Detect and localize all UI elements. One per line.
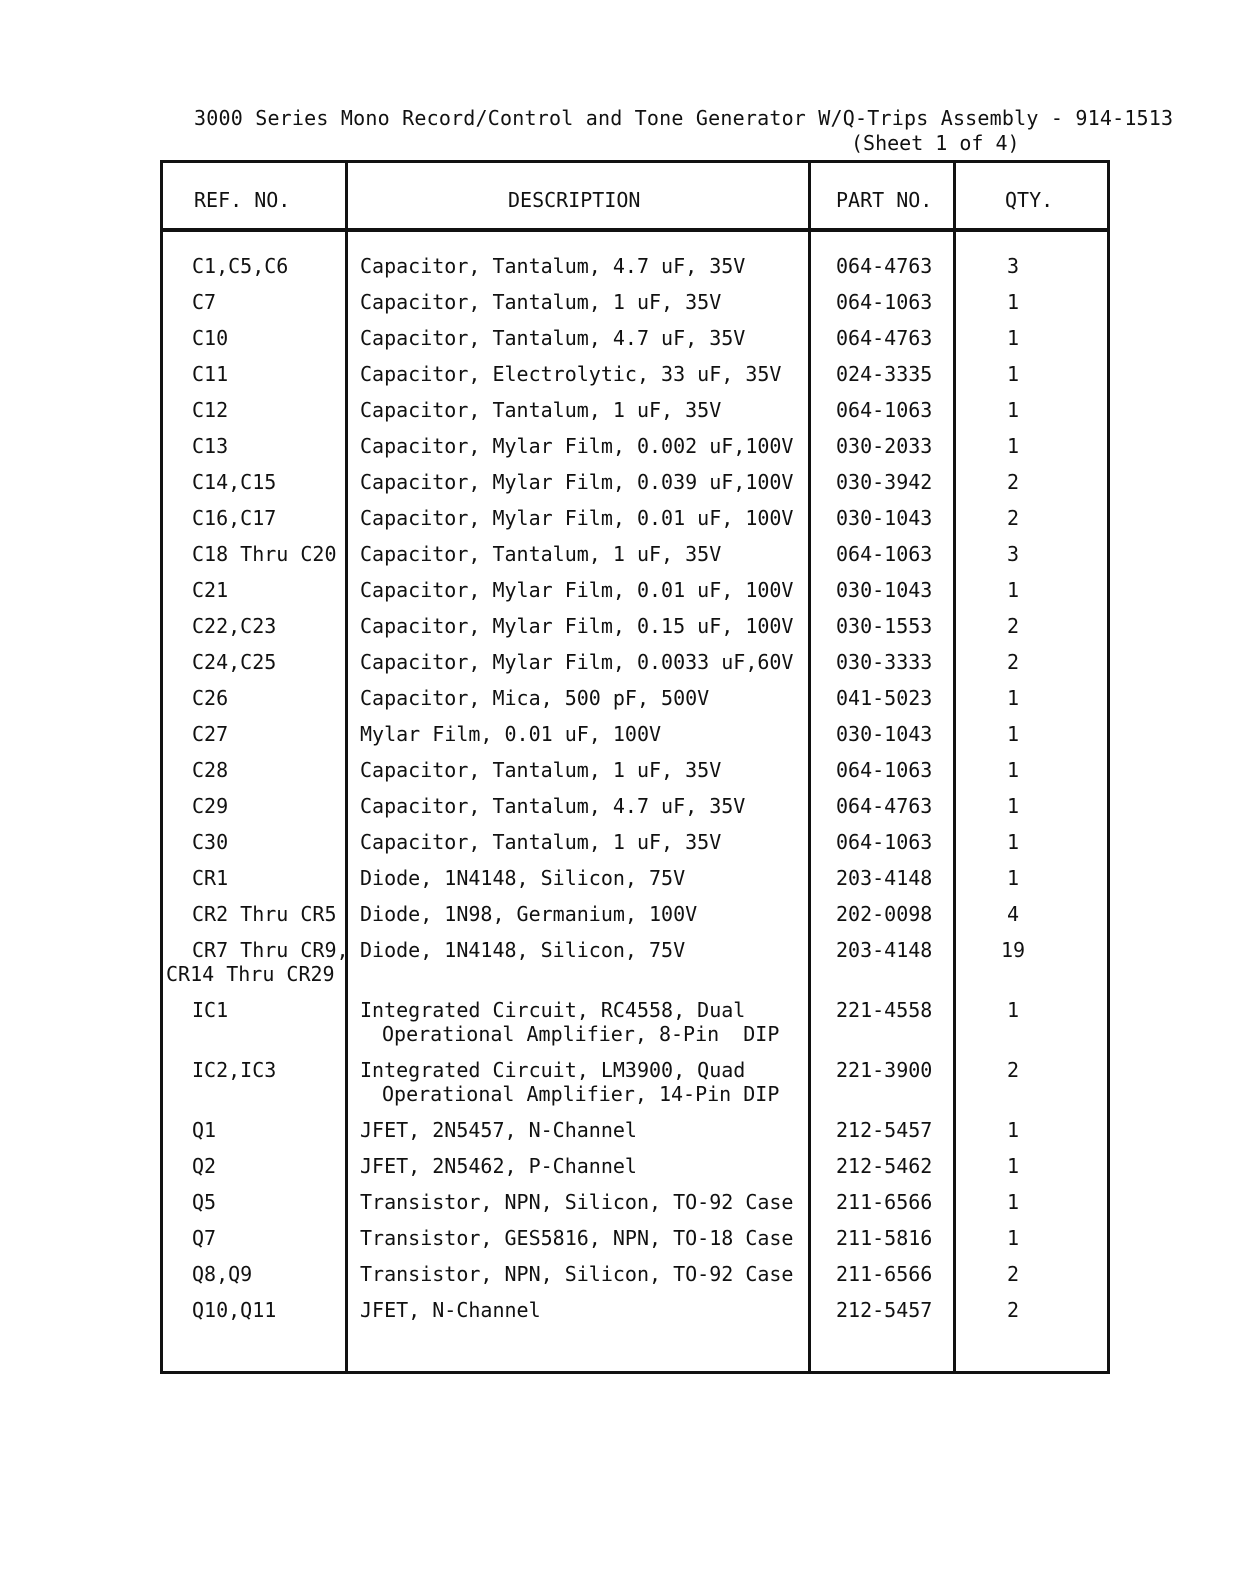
description-cell-line2: Operational Amplifier, 8-Pin DIP xyxy=(382,1022,780,1046)
description-cell: Capacitor, Mylar Film, 0.039 uF,100V xyxy=(360,470,794,494)
table-row xyxy=(160,614,1110,650)
ref-cell: C11 xyxy=(192,362,229,386)
qty-cell: 1 xyxy=(1006,434,1020,458)
qty-cell: 1 xyxy=(1006,362,1020,386)
part-cell: 030-1043 xyxy=(836,506,933,530)
part-cell: 211-6566 xyxy=(836,1262,933,1286)
ref-cell: C16,C17 xyxy=(192,506,277,530)
ref-cell: Q1 xyxy=(192,1118,217,1142)
part-cell: 024-3335 xyxy=(836,362,933,386)
description-cell: Capacitor, Tantalum, 1 uF, 35V xyxy=(360,290,722,314)
part-cell: 211-6566 xyxy=(836,1190,933,1214)
ref-cell: C18 Thru C20 xyxy=(192,542,337,566)
qty-cell: 1 xyxy=(1006,1118,1020,1142)
table-row xyxy=(160,758,1110,794)
table-row xyxy=(160,1226,1110,1262)
header-part-no: PART NO. xyxy=(836,188,933,212)
ref-cell-line2: CR14 Thru CR29 xyxy=(166,962,335,986)
ref-cell: C13 xyxy=(192,434,229,458)
qty-cell: 2 xyxy=(1006,650,1020,674)
ref-cell: C1,C5,C6 xyxy=(192,254,289,278)
qty-cell: 3 xyxy=(1006,542,1020,566)
description-cell: Capacitor, Electrolytic, 33 uF, 35V xyxy=(360,362,782,386)
qty-cell: 1 xyxy=(1006,1190,1020,1214)
part-cell: 030-2033 xyxy=(836,434,933,458)
table-row xyxy=(160,902,1110,938)
part-cell: 064-4763 xyxy=(836,794,933,818)
table-row xyxy=(160,578,1110,614)
qty-cell: 4 xyxy=(1006,902,1020,926)
qty-cell: 1 xyxy=(1006,758,1020,782)
table-row xyxy=(160,794,1110,830)
ref-cell: C24,C25 xyxy=(192,650,277,674)
part-cell: 064-1063 xyxy=(836,830,933,854)
table-row xyxy=(160,470,1110,506)
part-cell: 064-4763 xyxy=(836,326,933,350)
part-cell: 064-1063 xyxy=(836,758,933,782)
part-cell: 211-5816 xyxy=(836,1226,933,1250)
header-description: DESCRIPTION xyxy=(508,188,641,212)
qty-cell: 1 xyxy=(1006,830,1020,854)
part-cell: 221-3900 xyxy=(836,1058,933,1082)
qty-cell: 1 xyxy=(1006,398,1020,422)
table-row xyxy=(160,686,1110,722)
table-row xyxy=(160,398,1110,434)
part-cell: 030-1043 xyxy=(836,578,933,602)
table-row xyxy=(160,434,1110,470)
table-row xyxy=(160,542,1110,578)
qty-cell: 2 xyxy=(1006,1262,1020,1286)
description-cell: Capacitor, Tantalum, 1 uF, 35V xyxy=(360,398,722,422)
header-divider xyxy=(160,228,1110,232)
part-cell: 212-5457 xyxy=(836,1118,933,1142)
ref-cell: Q10,Q11 xyxy=(192,1298,277,1322)
description-cell: Capacitor, Mylar Film, 0.01 uF, 100V xyxy=(360,506,794,530)
description-cell: Transistor, NPN, Silicon, TO-92 Case xyxy=(360,1190,794,1214)
description-cell: Capacitor, Tantalum, 1 uF, 35V xyxy=(360,830,722,854)
ref-cell: Q2 xyxy=(192,1154,217,1178)
table-row xyxy=(160,506,1110,542)
ref-cell: Q8,Q9 xyxy=(192,1262,253,1286)
qty-cell: 2 xyxy=(1006,1058,1020,1082)
table-row xyxy=(160,1058,1110,1118)
description-cell-line2: Operational Amplifier, 14-Pin DIP xyxy=(382,1082,780,1106)
description-cell: Diode, 1N98, Germanium, 100V xyxy=(360,902,698,926)
ref-cell: IC1 xyxy=(192,998,229,1022)
ref-cell: C21 xyxy=(192,578,229,602)
table-row xyxy=(160,254,1110,290)
ref-cell: IC2,IC3 xyxy=(192,1058,277,1082)
table-row xyxy=(160,1154,1110,1190)
part-cell: 064-1063 xyxy=(836,542,933,566)
description-cell: Transistor, NPN, Silicon, TO-92 Case xyxy=(360,1262,794,1286)
qty-cell: 2 xyxy=(1006,614,1020,638)
qty-cell: 1 xyxy=(1006,1154,1020,1178)
sheet-indicator: (Sheet 1 of 4) xyxy=(851,131,1020,155)
description-cell: Capacitor, Tantalum, 1 uF, 35V xyxy=(360,758,722,782)
ref-cell: C22,C23 xyxy=(192,614,277,638)
table-row xyxy=(160,1190,1110,1226)
qty-cell: 1 xyxy=(1006,578,1020,602)
part-cell: 212-5457 xyxy=(836,1298,933,1322)
ref-cell: C12 xyxy=(192,398,229,422)
table-row xyxy=(160,1298,1110,1334)
qty-cell: 1 xyxy=(1006,686,1020,710)
description-cell: Capacitor, Tantalum, 1 uF, 35V xyxy=(360,542,722,566)
qty-cell: 2 xyxy=(1006,1298,1020,1322)
qty-cell: 1 xyxy=(1006,794,1020,818)
ref-cell: C10 xyxy=(192,326,229,350)
header-ref-no: REF. NO. xyxy=(194,188,291,212)
part-cell: 221-4558 xyxy=(836,998,933,1022)
description-cell: Capacitor, Tantalum, 4.7 uF, 35V xyxy=(360,794,746,818)
part-cell: 041-5023 xyxy=(836,686,933,710)
description-cell: Capacitor, Mica, 500 pF, 500V xyxy=(360,686,710,710)
qty-cell: 2 xyxy=(1006,470,1020,494)
ref-cell: C28 xyxy=(192,758,229,782)
qty-cell: 1 xyxy=(1006,290,1020,314)
description-cell: Transistor, GES5816, NPN, TO-18 Case xyxy=(360,1226,794,1250)
part-cell: 202-0098 xyxy=(836,902,933,926)
ref-cell: Q7 xyxy=(192,1226,217,1250)
ref-cell: Q5 xyxy=(192,1190,217,1214)
table-row xyxy=(160,1118,1110,1154)
ref-cell: C29 xyxy=(192,794,229,818)
table-row xyxy=(160,362,1110,398)
part-cell: 203-4148 xyxy=(836,866,933,890)
qty-cell: 1 xyxy=(1006,998,1020,1022)
qty-cell: 3 xyxy=(1006,254,1020,278)
description-cell: Capacitor, Mylar Film, 0.01 uF, 100V xyxy=(360,578,794,602)
ref-cell: C7 xyxy=(192,290,217,314)
table-row xyxy=(160,866,1110,902)
ref-cell: C30 xyxy=(192,830,229,854)
qty-cell: 1 xyxy=(1006,1226,1020,1250)
table-row xyxy=(160,326,1110,362)
qty-cell: 1 xyxy=(1006,722,1020,746)
table-row xyxy=(160,1262,1110,1298)
description-cell: Capacitor, Tantalum, 4.7 uF, 35V xyxy=(360,254,746,278)
description-cell: Capacitor, Mylar Film, 0.0033 uF,60V xyxy=(360,650,794,674)
table-row xyxy=(160,650,1110,686)
table-row xyxy=(160,830,1110,866)
part-cell: 064-1063 xyxy=(836,290,933,314)
part-cell: 030-3942 xyxy=(836,470,933,494)
table-row xyxy=(160,998,1110,1058)
part-cell: 030-3333 xyxy=(836,650,933,674)
description-cell: JFET, N-Channel xyxy=(360,1298,541,1322)
part-cell: 030-1043 xyxy=(836,722,933,746)
description-cell: Capacitor, Mylar Film, 0.15 uF, 100V xyxy=(360,614,794,638)
description-cell: Capacitor, Mylar Film, 0.002 uF,100V xyxy=(360,434,794,458)
description-cell: Capacitor, Tantalum, 4.7 uF, 35V xyxy=(360,326,746,350)
description-cell: JFET, 2N5457, N-Channel xyxy=(360,1118,637,1142)
description-cell: JFET, 2N5462, P-Channel xyxy=(360,1154,637,1178)
part-cell: 064-1063 xyxy=(836,398,933,422)
qty-cell: 1 xyxy=(1006,866,1020,890)
description-cell: Diode, 1N4148, Silicon, 75V xyxy=(360,938,686,962)
document-title: 3000 Series Mono Record/Control and Tone Generator W/Q-Trips Assembly - 914-1513 xyxy=(194,106,1174,130)
ref-cell: CR1 xyxy=(192,866,229,890)
description-cell: Mylar Film, 0.01 uF, 100V xyxy=(360,722,662,746)
ref-cell: C26 xyxy=(192,686,229,710)
qty-cell: 2 xyxy=(1006,506,1020,530)
header-qty: QTY. xyxy=(1005,188,1054,212)
description-cell: Integrated Circuit, RC4558, Dual xyxy=(360,998,746,1022)
description-cell: Integrated Circuit, LM3900, Quad xyxy=(360,1058,746,1082)
part-cell: 064-4763 xyxy=(836,254,933,278)
table-row xyxy=(160,938,1110,998)
ref-cell: CR2 Thru CR5 xyxy=(192,902,337,926)
table-row xyxy=(160,290,1110,326)
ref-cell: C27 xyxy=(192,722,229,746)
description-cell: Diode, 1N4148, Silicon, 75V xyxy=(360,866,686,890)
qty-cell: 19 xyxy=(1000,938,1026,962)
part-cell: 203-4148 xyxy=(836,938,933,962)
ref-cell: C14,C15 xyxy=(192,470,277,494)
ref-cell: CR7 Thru CR9, xyxy=(192,938,349,962)
part-cell: 212-5462 xyxy=(836,1154,933,1178)
qty-cell: 1 xyxy=(1006,326,1020,350)
part-cell: 030-1553 xyxy=(836,614,933,638)
table-row xyxy=(160,722,1110,758)
